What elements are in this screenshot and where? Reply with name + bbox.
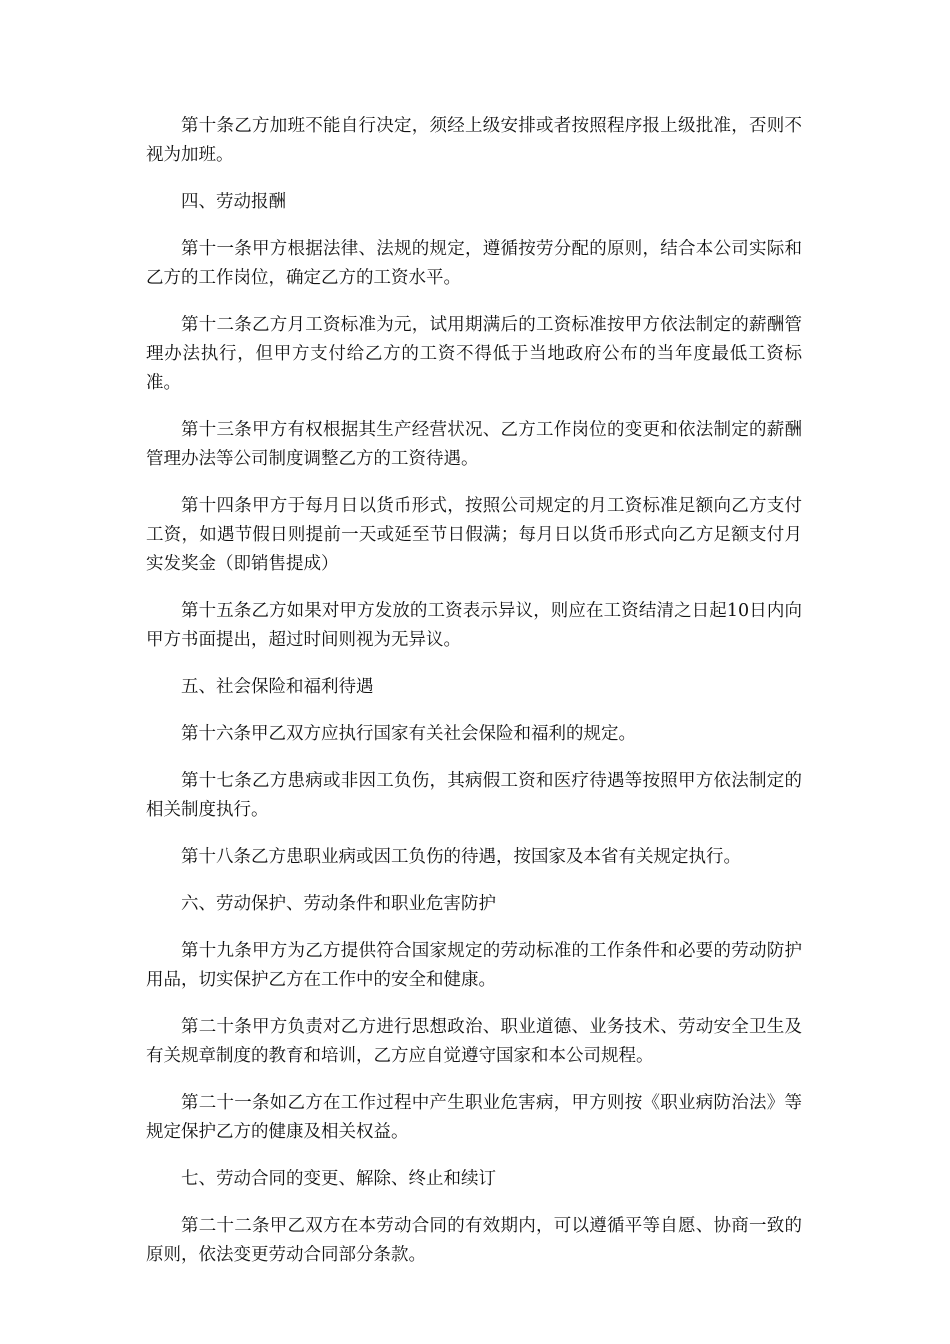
article-19: 第十九条甲方为乙方提供符合国家规定的劳动标准的工作条件和必要的劳动防护用品，切实保护乙方在工作中的安全和健康。 <box>146 941 802 990</box>
section-heading-5: 五、社会保险和福利待遇 <box>181 677 374 697</box>
article-15: 第十五条乙方如果对甲方发放的工资表示异议，则应在工资结清之日起10日内向甲方书面提出，超过时间则视为无异议。 <box>146 601 802 650</box>
section-heading-4: 四、劳动报酬 <box>181 192 286 212</box>
article-12: 第十二条乙方月工资标准为元，试用期满后的工资标准按甲方依法制定的薪酬管理办法执行，但甲方支付给乙方的工资不得低于当地政府公布的当年度最低工资标准。 <box>146 315 802 393</box>
article-21: 第二十一条如乙方在工作过程中产生职业危害病，甲方则按《职业病防治法》等规定保护乙方的健康及相关权益。 <box>146 1093 802 1142</box>
article-17: 第十七条乙方患病或非因工负伤，其病假工资和医疗待遇等按照甲方依法制定的相关制度执行。 <box>146 771 802 820</box>
section-heading-6: 六、劳动保护、劳动条件和职业危害防护 <box>181 894 496 914</box>
article-13: 第十三条甲方有权根据其生产经营状况、乙方工作岗位的变更和依法制定的薪酬管理办法等公司制度调整乙方的工资待遇。 <box>146 420 802 469</box>
article-22: 第二十二条甲乙双方在本劳动合同的有效期内，可以遵循平等自愿、协商一致的原则，依法变更劳动合同部分条款。 <box>146 1216 802 1265</box>
article-18: 第十八条乙方患职业病或因工负伤的待遇，按国家及本省有关规定执行。 <box>181 847 741 867</box>
section-heading-7: 七、劳动合同的变更、解除、终止和续订 <box>181 1169 496 1189</box>
article-10: 第十条乙方加班不能自行决定，须经上级安排或者按照程序报上级批准，否则不视为加班。 <box>146 116 802 165</box>
article-16: 第十六条甲乙双方应执行国家有关社会保险和福利的规定。 <box>181 724 636 744</box>
article-20: 第二十条甲方负责对乙方进行思想政治、职业道德、业务技术、劳动安全卫生及有关规章制度的教育和培训，乙方应自觉遵守国家和本公司规程。 <box>146 1017 802 1066</box>
article-11: 第十一条甲方根据法律、法规的规定，遵循按劳分配的原则，结合本公司实际和乙方的工作岗位，确定乙方的工资水平。 <box>146 239 802 288</box>
document-body <box>146 112 802 1288</box>
article-14: 第十四条甲方于每月日以货币形式，按照公司规定的月工资标准足额向乙方支付工资，如遇节假日则提前一天或延至节日假满；每月日以货币形式向乙方足额支付月实发奖金（即销售提成） <box>146 496 802 574</box>
